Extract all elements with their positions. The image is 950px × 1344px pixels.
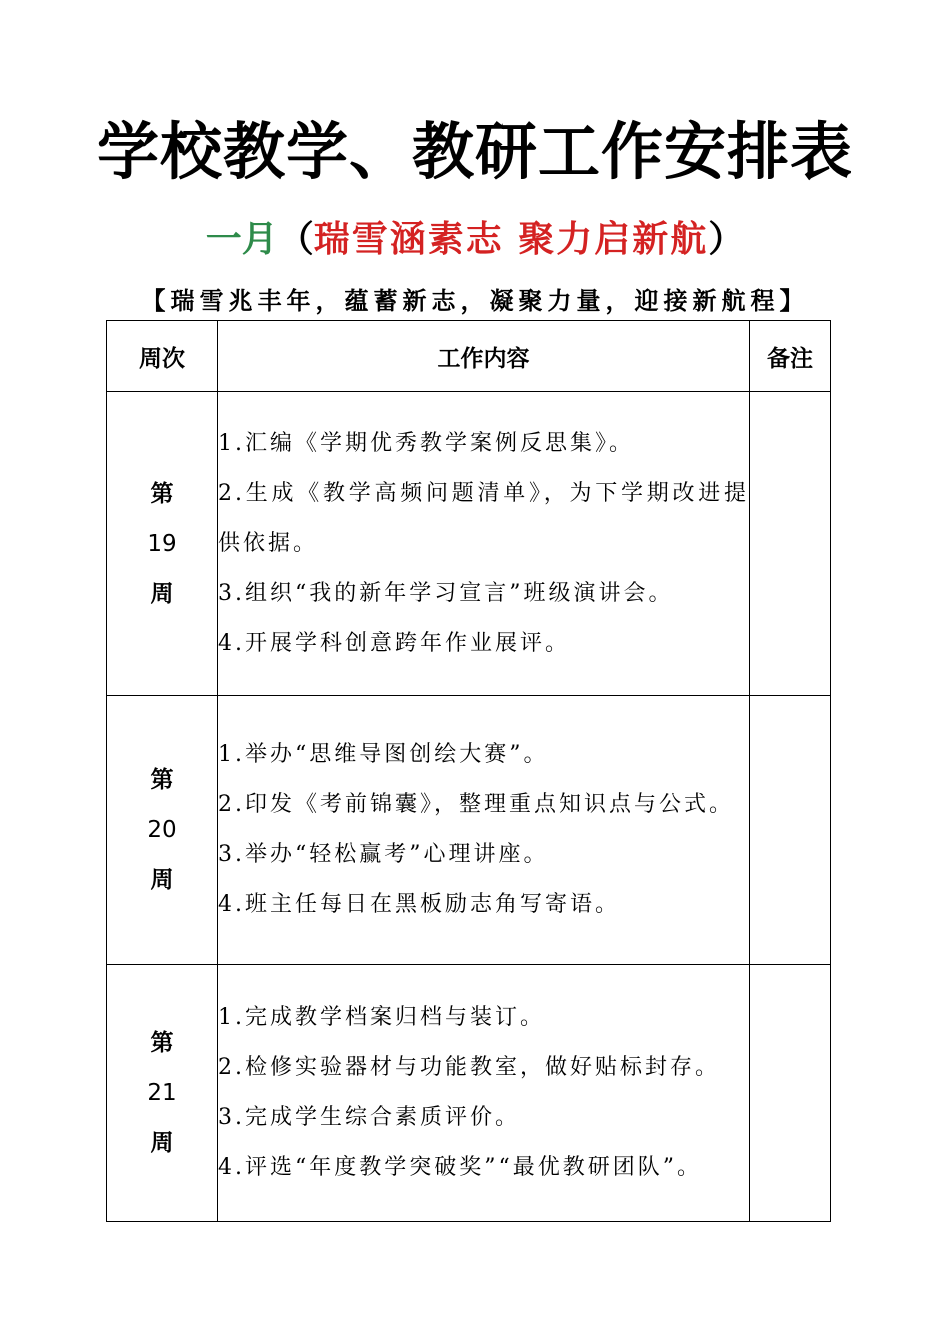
work-content-cell xyxy=(218,696,750,965)
week-cell xyxy=(107,392,218,696)
table-row xyxy=(107,965,831,1222)
week-suffix: 周 xyxy=(150,1130,174,1156)
week-cell xyxy=(107,696,218,965)
list-item: 1.完成教学档案归档与装订。 xyxy=(218,1005,545,1030)
week-prefix: 第 xyxy=(150,767,174,793)
table-row xyxy=(107,696,831,965)
week-suffix: 周 xyxy=(150,867,174,893)
list-item: 3.完成学生综合素质评价。 xyxy=(218,1105,520,1130)
column-header-content: 工作内容 xyxy=(218,321,750,392)
column-header-note: 备注 xyxy=(750,321,831,392)
motto-line: 【瑞雪兆丰年，蕴蓄新志，凝聚力量，迎接新航程】 xyxy=(141,287,809,315)
paren-close: ） xyxy=(708,219,745,260)
week-prefix: 第 xyxy=(150,1030,174,1056)
schedule-table xyxy=(106,320,831,1222)
paren-open: （ xyxy=(277,219,314,260)
work-content-cell xyxy=(218,965,750,1222)
week-number: 20 xyxy=(147,817,177,843)
note-cell xyxy=(750,696,831,965)
week-cell xyxy=(107,965,218,1222)
list-item: 1.举办“思维导图创绘大赛”。 xyxy=(218,742,549,767)
month-label: 一月 xyxy=(205,219,278,260)
month-theme: 瑞雪涵素志 聚力启新航 xyxy=(313,218,709,260)
table-header-row xyxy=(107,321,831,392)
note-cell xyxy=(750,965,831,1222)
week-suffix: 周 xyxy=(150,580,174,607)
week-prefix: 第 xyxy=(150,480,174,507)
list-item: 2.生成《教学高频问题清单》，为下学期改进提供依据。 xyxy=(218,480,749,556)
week-number: 19 xyxy=(147,530,177,557)
month-subtitle xyxy=(0,212,950,267)
list-item: 4.开展学科创意跨年作业展评。 xyxy=(218,630,570,656)
list-item: 3.举办“轻松赢考”心理讲座。 xyxy=(218,842,549,867)
table-row xyxy=(107,392,831,696)
column-header-week: 周次 xyxy=(107,321,218,392)
list-item: 4.评选“年度教学突破奖”“最优教研团队”。 xyxy=(218,1155,702,1180)
work-content-cell xyxy=(218,392,750,696)
page-title: 学校教学、教研工作安排表 xyxy=(96,115,853,188)
note-cell xyxy=(750,392,831,696)
week-number: 21 xyxy=(147,1080,177,1106)
list-item: 3.组织“我的新年学习宣言”班级演讲会。 xyxy=(218,580,674,606)
list-item: 4.班主任每日在黑板励志角写寄语。 xyxy=(218,892,620,917)
list-item: 2.印发《考前锦囊》，整理重点知识点与公式。 xyxy=(218,792,734,817)
list-item: 2.检修实验器材与功能教室，做好贴标封存。 xyxy=(218,1055,720,1080)
list-item: 1.汇编《学期优秀教学案例反思集》。 xyxy=(218,430,634,456)
